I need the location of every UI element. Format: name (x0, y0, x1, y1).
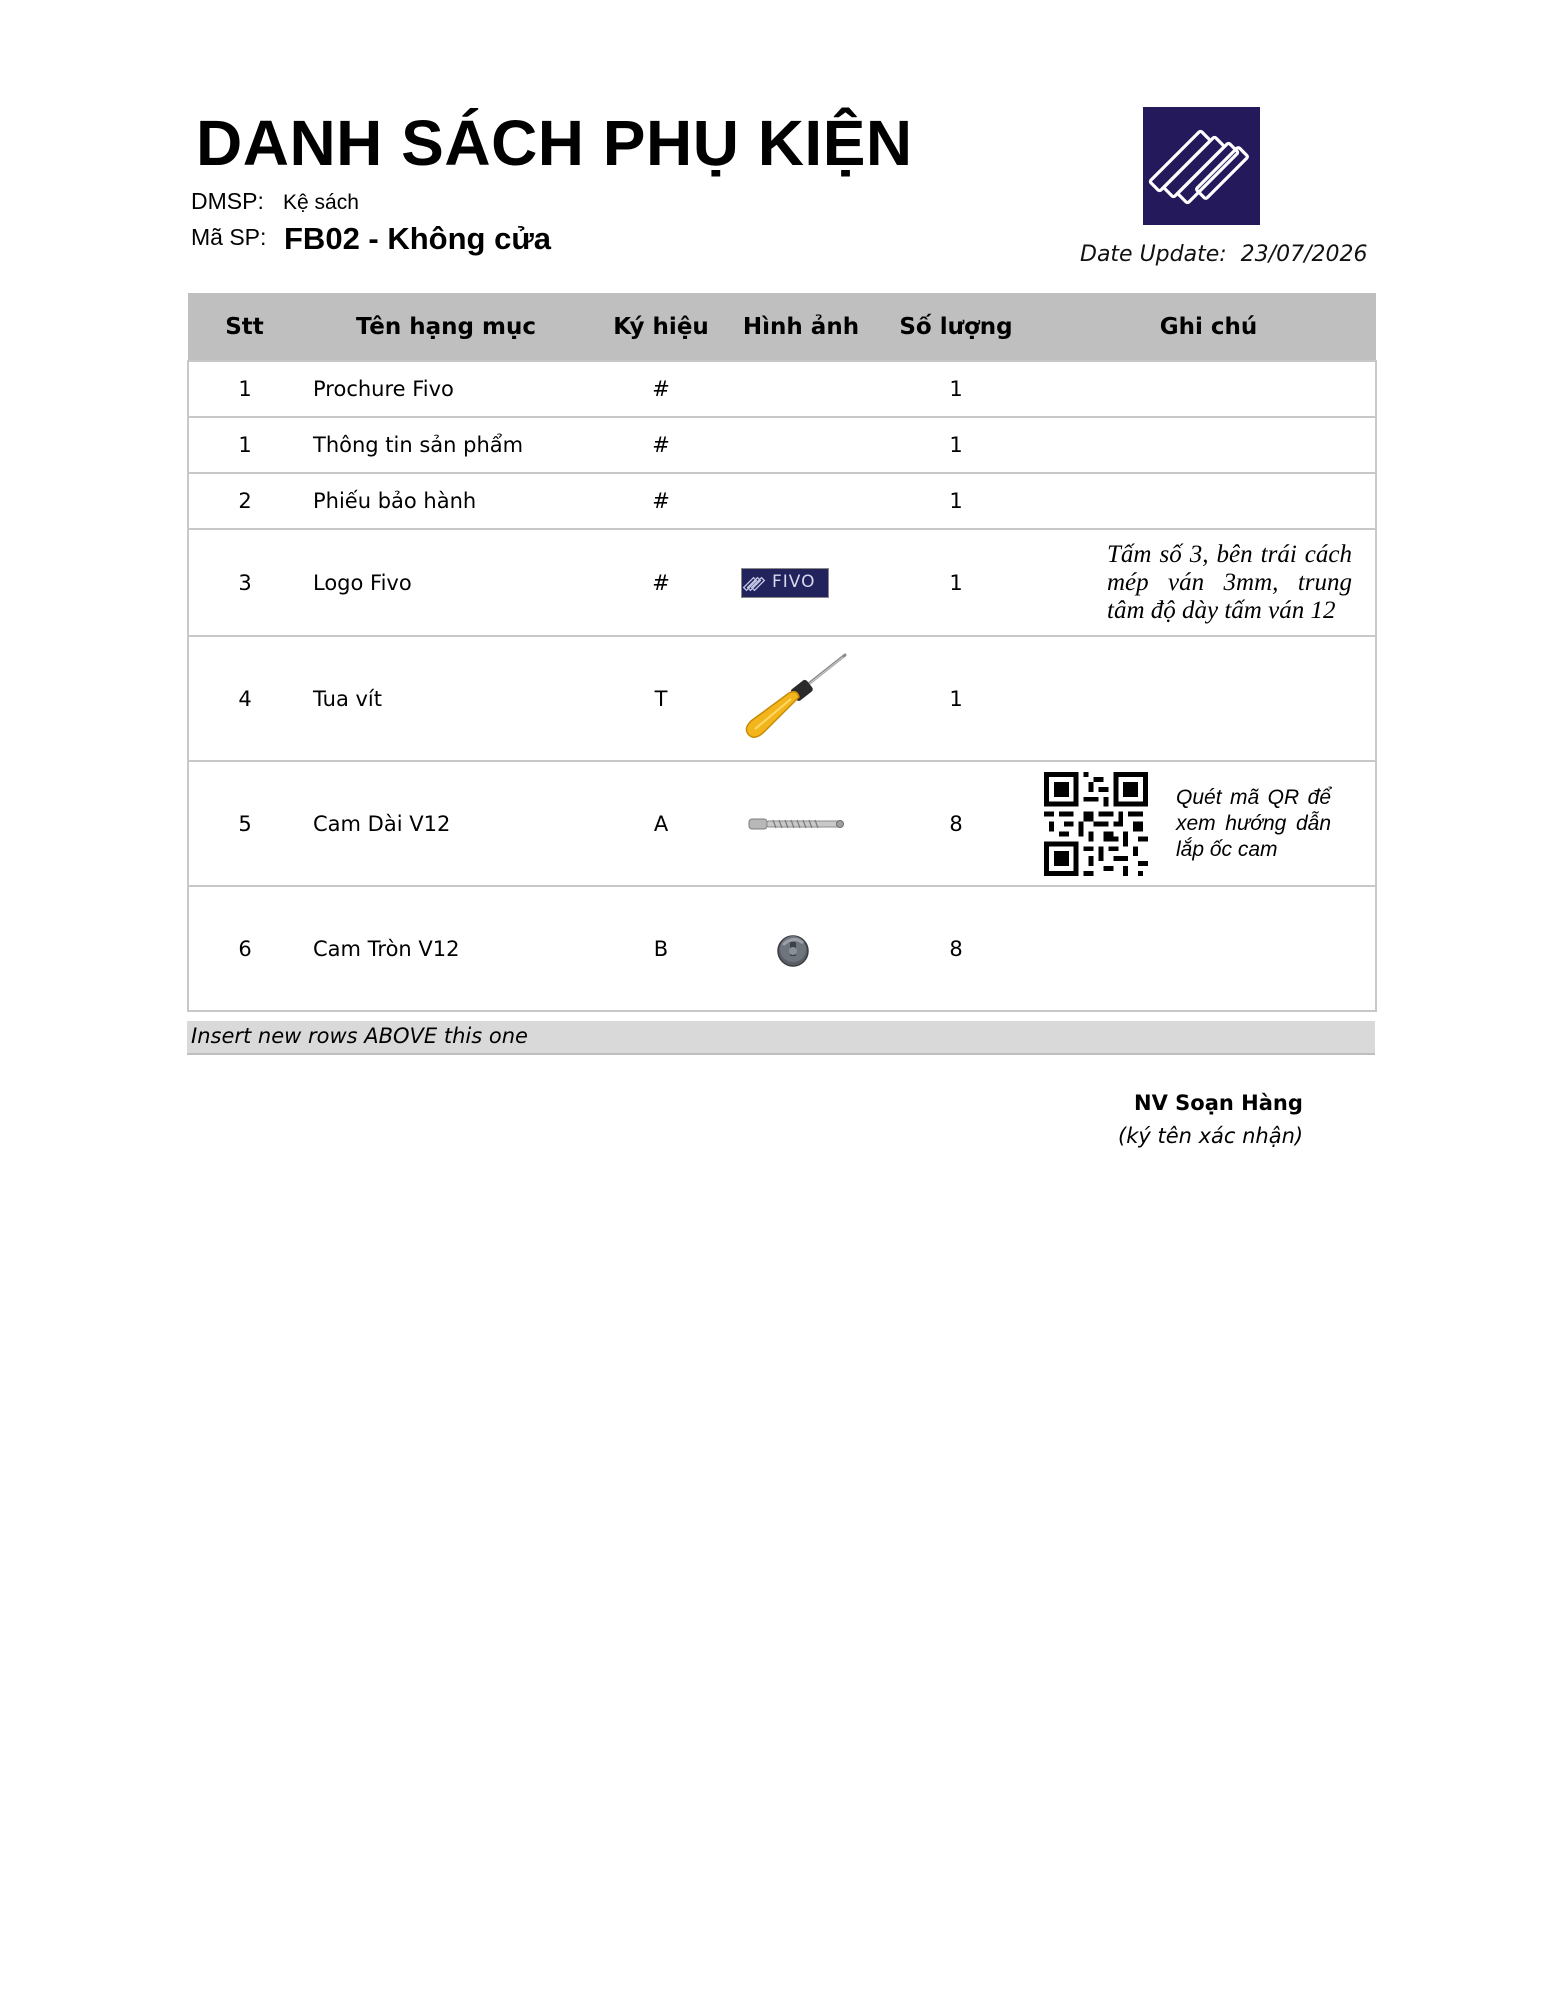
qr-note-text: Quét mã QR để xem hướng dẫn lắp ốc cam (1176, 785, 1331, 861)
company-logo-icon (1143, 107, 1260, 225)
image-cell (731, 417, 871, 473)
name-cell: Prochure Fivo (301, 361, 591, 417)
dmsp-value: Kệ sách (283, 191, 359, 214)
date-update (1080, 242, 1367, 267)
code-cell: # (591, 361, 731, 417)
qty-cell: 1 (871, 417, 1041, 473)
column-header-image: Hình ảnh (731, 293, 871, 361)
qty-cell: 8 (871, 761, 1041, 886)
image-cell (731, 361, 871, 417)
table-row (188, 886, 1376, 1011)
table-row (188, 761, 1376, 886)
table-header-row (188, 293, 1376, 361)
stt-cell: 5 (188, 761, 301, 886)
note-cell (1041, 886, 1376, 1011)
code-cell: T (591, 636, 731, 761)
note-cell (1041, 636, 1376, 761)
code-cell: B (591, 886, 731, 1011)
round-cam-nut-icon (771, 927, 815, 971)
code-cell: A (591, 761, 731, 886)
image-cell (731, 886, 871, 1011)
stt-cell: 1 (188, 361, 301, 417)
stt-cell: 6 (188, 886, 301, 1011)
stt-cell: 4 (188, 636, 301, 761)
note-cell (1041, 473, 1376, 529)
column-header-name: Tên hạng mục (301, 293, 591, 361)
note-cell (1041, 761, 1376, 886)
code-cell: # (591, 417, 731, 473)
note-text: Tấm số 3, bên trái cách mép ván 3mm, trung tâm độ dày tấm ván 12 (1107, 540, 1352, 624)
name-cell: Cam Dài V12 (301, 761, 591, 886)
column-header-note: Ghi chú (1041, 293, 1376, 361)
masp-value: FB02 - Không cửa (284, 221, 552, 256)
code-cell: # (591, 473, 731, 529)
column-header-stt: Stt (188, 293, 301, 361)
screwdriver-icon (739, 649, 859, 749)
note-cell (1041, 361, 1376, 417)
name-cell: Cam Tròn V12 (301, 886, 591, 1011)
name-cell: Logo Fivo (301, 529, 591, 636)
table-row (188, 529, 1376, 636)
column-header-qty: Số lượng (871, 293, 1041, 361)
qty-cell: 1 (871, 473, 1041, 529)
stt-cell: 1 (188, 417, 301, 473)
table-row (188, 473, 1376, 529)
image-cell (731, 473, 871, 529)
accessory-table (187, 293, 1377, 1012)
image-cell (731, 761, 871, 886)
insert-row-note: Insert new rows ABOVE this one (191, 1024, 528, 1048)
name-cell: Tua vít (301, 636, 591, 761)
image-cell (731, 529, 871, 636)
column-header-code: Ký hiệu (591, 293, 731, 361)
name-cell: Phiếu bảo hành (301, 473, 591, 529)
fivo-logo-icon (741, 568, 829, 598)
date-value: 23/07/2026 (1240, 242, 1368, 267)
date-label: Date Update: (1080, 242, 1227, 267)
name-cell: Thông tin sản phẩm (301, 417, 591, 473)
fivo-logo-text: FIVO (772, 571, 816, 592)
signature-subtitle: (ký tên xác nhận) (1118, 1124, 1304, 1148)
table-row (188, 417, 1376, 473)
note-cell (1041, 529, 1376, 636)
document-title: DANH SÁCH PHỤ KIỆN (196, 107, 913, 179)
qty-cell: 8 (871, 886, 1041, 1011)
note-cell (1041, 417, 1376, 473)
qr-code-icon[interactable] (1044, 772, 1148, 876)
table-row (188, 636, 1376, 761)
stt-cell: 3 (188, 529, 301, 636)
qty-cell: 1 (871, 636, 1041, 761)
masp-label: Mã SP: (191, 224, 267, 250)
image-cell (731, 636, 871, 761)
qty-cell: 1 (871, 529, 1041, 636)
code-cell: # (591, 529, 731, 636)
table-row (188, 361, 1376, 417)
long-cam-bolt-icon (747, 812, 847, 836)
signature-title: NV Soạn Hàng (1134, 1091, 1303, 1115)
qty-cell: 1 (871, 361, 1041, 417)
dmsp-label: DMSP: (191, 188, 264, 214)
stt-cell: 2 (188, 473, 301, 529)
